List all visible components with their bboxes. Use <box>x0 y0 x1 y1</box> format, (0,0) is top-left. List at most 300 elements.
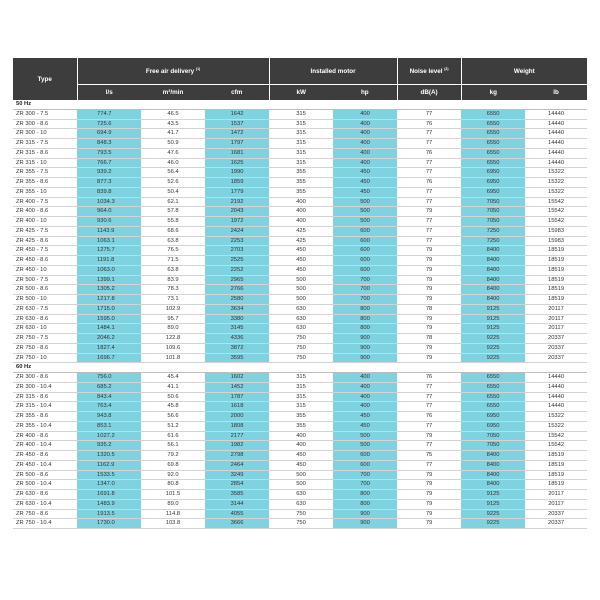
table-cell: 6550 <box>461 139 525 149</box>
table-cell: 18519 <box>525 451 587 461</box>
table-cell: 9125 <box>461 490 525 500</box>
table-row <box>13 217 587 227</box>
model-type-cell: ZR 500 - 10 <box>13 295 77 305</box>
table-cell: 450 <box>333 412 397 422</box>
table-cell: 56.4 <box>141 168 205 178</box>
table-cell: 400 <box>333 402 397 412</box>
table-row <box>13 139 587 149</box>
table-row <box>13 295 587 305</box>
table-cell: 6550 <box>461 148 525 158</box>
table-header <box>13 58 587 100</box>
table-cell: 2424 <box>205 226 269 236</box>
model-type-cell: ZR 750 - 10 <box>13 353 77 363</box>
table-cell: 1982 <box>205 441 269 451</box>
table-cell: 500 <box>269 480 333 490</box>
table-cell: 89.0 <box>141 324 205 334</box>
table-cell: 79 <box>397 324 461 334</box>
table-cell: 1472 <box>205 129 269 139</box>
model-type-cell: ZR 315 - 7.5 <box>13 139 77 149</box>
table-cell: 1913.5 <box>77 509 141 519</box>
model-type-cell: ZR 500 - 7.5 <box>13 275 77 285</box>
table-cell: 18519 <box>525 460 587 470</box>
table-row <box>13 402 587 412</box>
model-type-cell: ZR 630 - 7.5 <box>13 304 77 314</box>
model-type-cell: ZR 750 - 10.4 <box>13 519 77 529</box>
table-cell: 500 <box>333 197 397 207</box>
table-row <box>13 392 587 402</box>
table-cell: 1483.9 <box>77 499 141 509</box>
table-cell: 8400 <box>461 285 525 295</box>
table-cell: 400 <box>333 392 397 402</box>
table-cell: 109.6 <box>141 343 205 353</box>
model-type-cell: ZR 400 - 8.6 <box>13 431 77 441</box>
table-cell: 1320.5 <box>77 451 141 461</box>
header-weight: Weight <box>461 58 587 85</box>
table-cell: 56.6 <box>141 412 205 422</box>
table-cell: 2525 <box>205 256 269 266</box>
table-cell: 15542 <box>525 197 587 207</box>
model-type-cell: ZR 500 - 10.4 <box>13 480 77 490</box>
subheader-kw: kW <box>269 85 333 101</box>
table-row <box>13 256 587 266</box>
table-cell: 77 <box>397 168 461 178</box>
table-cell: 15322 <box>525 168 587 178</box>
table-cell: 8400 <box>461 480 525 490</box>
table-cell: 79 <box>397 275 461 285</box>
table-cell: 930.6 <box>77 217 141 227</box>
table-cell: 77 <box>397 421 461 431</box>
spec-table-container <box>13 58 587 529</box>
table-cell: 77 <box>397 382 461 392</box>
table-cell: 78 <box>397 334 461 344</box>
table-cell: 80.8 <box>141 480 205 490</box>
table-cell: 15983 <box>525 236 587 246</box>
model-type-cell: ZR 750 - 7.5 <box>13 334 77 344</box>
table-cell: 79 <box>397 431 461 441</box>
table-cell: 700 <box>333 275 397 285</box>
table-cell: 79 <box>397 509 461 519</box>
model-type-cell: ZR 425 - 7.5 <box>13 226 77 236</box>
table-cell: 900 <box>333 334 397 344</box>
table-cell: 15983 <box>525 226 587 236</box>
table-cell: 700 <box>333 480 397 490</box>
table-cell: 4055 <box>205 509 269 519</box>
table-cell: 76.5 <box>141 246 205 256</box>
table-cell: 630 <box>269 499 333 509</box>
table-cell: 500 <box>333 217 397 227</box>
table-cell: 14440 <box>525 139 587 149</box>
table-cell: 400 <box>333 139 397 149</box>
table-cell: 6950 <box>461 412 525 422</box>
table-cell: 600 <box>333 236 397 246</box>
table-row <box>13 412 587 422</box>
table-cell: 15542 <box>525 217 587 227</box>
table-cell: 6550 <box>461 129 525 139</box>
table-cell: 76 <box>397 373 461 383</box>
table-cell: 1681 <box>205 148 269 158</box>
table-cell: 83.9 <box>141 275 205 285</box>
table-cell: 1484.1 <box>77 324 141 334</box>
table-cell: 71.5 <box>141 256 205 266</box>
table-cell: 20337 <box>525 353 587 363</box>
model-type-cell: ZR 750 - 8.6 <box>13 343 77 353</box>
table-cell: 14440 <box>525 373 587 383</box>
table-cell: 75 <box>397 451 461 461</box>
table-cell: 79 <box>397 256 461 266</box>
table-cell: 1827.4 <box>77 343 141 353</box>
table-cell: 315 <box>269 139 333 149</box>
table-cell: 900 <box>333 509 397 519</box>
table-cell: 500 <box>333 207 397 217</box>
table-cell: 9225 <box>461 353 525 363</box>
model-type-cell: ZR 400 - 8.6 <box>13 207 77 217</box>
table-cell: 103.8 <box>141 519 205 529</box>
table-cell: 2192 <box>205 197 269 207</box>
table-cell: 750 <box>269 519 333 529</box>
table-cell: 750 <box>269 343 333 353</box>
table-cell: 3585 <box>205 490 269 500</box>
table-cell: 900 <box>333 343 397 353</box>
table-cell: 62.1 <box>141 197 205 207</box>
table-cell: 41.1 <box>141 382 205 392</box>
table-cell: 18519 <box>525 246 587 256</box>
table-cell: 750 <box>269 353 333 363</box>
table-cell: 52.6 <box>141 178 205 188</box>
table-row <box>13 109 587 119</box>
table-cell: 79 <box>397 470 461 480</box>
table-cell: 14440 <box>525 129 587 139</box>
table-cell: 18519 <box>525 275 587 285</box>
table-cell: 1143.9 <box>77 226 141 236</box>
table-cell: 8400 <box>461 451 525 461</box>
table-cell: 114.8 <box>141 509 205 519</box>
table-cell: 76 <box>397 119 461 129</box>
table-cell: 600 <box>333 246 397 256</box>
table-cell: 843.4 <box>77 392 141 402</box>
table-cell: 9125 <box>461 499 525 509</box>
table-cell: 400 <box>333 148 397 158</box>
table-cell: 50.9 <box>141 139 205 149</box>
table-cell: 8400 <box>461 265 525 275</box>
table-cell: 630 <box>269 490 333 500</box>
model-type-cell: ZR 425 - 8.6 <box>13 236 77 246</box>
table-cell: 77 <box>397 139 461 149</box>
table-cell: 14440 <box>525 382 587 392</box>
table-cell: 1691.8 <box>77 490 141 500</box>
table-cell: 77 <box>397 226 461 236</box>
table-row <box>13 470 587 480</box>
table-row <box>13 265 587 275</box>
table-row <box>13 275 587 285</box>
section-header-row <box>13 363 587 373</box>
table-cell: 92.0 <box>141 470 205 480</box>
model-type-cell: ZR 355 - 10 <box>13 187 77 197</box>
model-type-cell: ZR 300 - 10 <box>13 129 77 139</box>
table-row <box>13 236 587 246</box>
section-label: 60 Hz <box>13 363 587 373</box>
table-cell: 77 <box>397 460 461 470</box>
table-cell: 79 <box>397 295 461 305</box>
table-cell: 78 <box>397 304 461 314</box>
table-cell: 6550 <box>461 119 525 129</box>
table-cell: 9125 <box>461 304 525 314</box>
table-cell: 400 <box>333 373 397 383</box>
table-cell: 76 <box>397 148 461 158</box>
model-type-cell: ZR 630 - 10.4 <box>13 499 77 509</box>
table-cell: 18519 <box>525 470 587 480</box>
table-cell: 79 <box>397 353 461 363</box>
table-cell: 57.8 <box>141 207 205 217</box>
header-installed-motor: Installed motor <box>269 58 397 85</box>
table-cell: 15322 <box>525 178 587 188</box>
table-cell: 1452 <box>205 382 269 392</box>
table-row <box>13 197 587 207</box>
table-cell: 450 <box>333 187 397 197</box>
table-cell: 400 <box>269 431 333 441</box>
table-cell: 45.8 <box>141 402 205 412</box>
table-row <box>13 158 587 168</box>
table-cell: 1537 <box>205 119 269 129</box>
table-cell: 315 <box>269 402 333 412</box>
table-cell: 6950 <box>461 421 525 431</box>
table-cell: 600 <box>333 460 397 470</box>
table-cell: 500 <box>333 431 397 441</box>
model-type-cell: ZR 355 - 8.6 <box>13 178 77 188</box>
table-cell: 6950 <box>461 168 525 178</box>
table-cell: 425 <box>269 236 333 246</box>
table-cell: 315 <box>269 119 333 129</box>
table-cell: 7050 <box>461 217 525 227</box>
table-cell: 1808 <box>205 421 269 431</box>
table-cell: 56.1 <box>141 441 205 451</box>
table-cell: 6550 <box>461 158 525 168</box>
table-cell: 1275.7 <box>77 246 141 256</box>
table-cell: 77 <box>397 187 461 197</box>
table-cell: 3634 <box>205 304 269 314</box>
table-cell: 600 <box>333 451 397 461</box>
table-cell: 3872 <box>205 343 269 353</box>
table-cell: 18519 <box>525 265 587 275</box>
table-cell: 763.4 <box>77 402 141 412</box>
table-cell: 76 <box>397 178 461 188</box>
table-cell: 2043 <box>205 207 269 217</box>
table-cell: 630 <box>269 324 333 334</box>
model-type-cell: ZR 400 - 10.4 <box>13 441 77 451</box>
table-row <box>13 421 587 431</box>
table-cell: 73.1 <box>141 295 205 305</box>
model-type-cell: ZR 300 - 8.6 <box>13 119 77 129</box>
table-cell: 853.1 <box>77 421 141 431</box>
table-cell: 9225 <box>461 334 525 344</box>
table-cell: 900 <box>333 519 397 529</box>
header-free-air-delivery: Free air delivery $^{(1)}$ <box>77 58 269 85</box>
table-cell: 725.6 <box>77 119 141 129</box>
model-type-cell: ZR 315 - 8.6 <box>13 392 77 402</box>
table-cell: 2253 <box>205 236 269 246</box>
table-cell: 793.5 <box>77 148 141 158</box>
model-type-cell: ZR 300 - 7.5 <box>13 109 77 119</box>
table-cell: 1034.3 <box>77 197 141 207</box>
table-cell: 1533.5 <box>77 470 141 480</box>
table-cell: 315 <box>269 392 333 402</box>
table-cell: 1063.0 <box>77 265 141 275</box>
table-cell: 14440 <box>525 148 587 158</box>
table-cell: 79 <box>397 246 461 256</box>
table-cell: 450 <box>269 460 333 470</box>
table-cell: 450 <box>269 246 333 256</box>
table-cell: 2046.2 <box>77 334 141 344</box>
table-cell: 6550 <box>461 392 525 402</box>
table-cell: 1715.0 <box>77 304 141 314</box>
table-cell: 315 <box>269 158 333 168</box>
table-cell: 9225 <box>461 519 525 529</box>
table-cell: 1972 <box>205 217 269 227</box>
table-cell: 9125 <box>461 324 525 334</box>
table-cell: 355 <box>269 168 333 178</box>
table-row <box>13 509 587 519</box>
table-cell: 1602 <box>205 373 269 383</box>
table-body <box>13 100 587 529</box>
table-cell: 7250 <box>461 226 525 236</box>
table-row <box>13 490 587 500</box>
table-cell: 400 <box>333 129 397 139</box>
table-cell: 20117 <box>525 304 587 314</box>
table-cell: 77 <box>397 158 461 168</box>
table-row <box>13 382 587 392</box>
table-cell: 77 <box>397 392 461 402</box>
table-cell: 600 <box>333 265 397 275</box>
table-cell: 95.7 <box>141 314 205 324</box>
table-cell: 77 <box>397 402 461 412</box>
table-cell: 935.2 <box>77 441 141 451</box>
table-cell: 76 <box>397 412 461 422</box>
table-cell: 355 <box>269 178 333 188</box>
table-cell: 756.0 <box>77 373 141 383</box>
model-type-cell: ZR 450 - 10 <box>13 265 77 275</box>
table-cell: 9225 <box>461 509 525 519</box>
table-cell: 79 <box>397 314 461 324</box>
specifications-table <box>13 58 587 529</box>
table-cell: 1990 <box>205 168 269 178</box>
table-cell: 450 <box>333 168 397 178</box>
table-cell: 6550 <box>461 109 525 119</box>
table-cell: 400 <box>333 119 397 129</box>
model-type-cell: ZR 630 - 8.6 <box>13 314 77 324</box>
table-cell: 20337 <box>525 509 587 519</box>
table-cell: 400 <box>269 197 333 207</box>
table-cell: 18519 <box>525 256 587 266</box>
table-cell: 45.4 <box>141 373 205 383</box>
table-cell: 3145 <box>205 324 269 334</box>
table-row <box>13 314 587 324</box>
subheader-hp: hp <box>333 85 397 101</box>
table-cell: 20117 <box>525 490 587 500</box>
table-cell: 18519 <box>525 285 587 295</box>
table-cell: 500 <box>269 275 333 285</box>
model-type-cell: ZR 355 - 7.5 <box>13 168 77 178</box>
table-cell: 800 <box>333 304 397 314</box>
table-cell: 15542 <box>525 441 587 451</box>
table-cell: 89.0 <box>141 499 205 509</box>
table-cell: 2703 <box>205 246 269 256</box>
table-cell: 848.3 <box>77 139 141 149</box>
table-cell: 1027.2 <box>77 431 141 441</box>
table-cell: 1162.9 <box>77 460 141 470</box>
table-row <box>13 334 587 344</box>
table-cell: 500 <box>269 295 333 305</box>
model-type-cell: ZR 315 - 10 <box>13 158 77 168</box>
table-cell: 450 <box>269 256 333 266</box>
table-cell: 78.3 <box>141 285 205 295</box>
table-cell: 8400 <box>461 470 525 480</box>
table-row <box>13 343 587 353</box>
table-cell: 79 <box>397 285 461 295</box>
table-cell: 700 <box>333 285 397 295</box>
table-cell: 839.8 <box>77 187 141 197</box>
table-cell: 3666 <box>205 519 269 529</box>
table-row <box>13 168 587 178</box>
table-row <box>13 119 587 129</box>
table-cell: 3144 <box>205 499 269 509</box>
table-row <box>13 451 587 461</box>
table-cell: 2464 <box>205 460 269 470</box>
table-cell: 63.8 <box>141 236 205 246</box>
table-cell: 6550 <box>461 382 525 392</box>
table-cell: 315 <box>269 129 333 139</box>
table-cell: 79 <box>397 343 461 353</box>
table-cell: 15322 <box>525 412 587 422</box>
model-type-cell: ZR 450 - 8.6 <box>13 256 77 266</box>
table-cell: 14440 <box>525 158 587 168</box>
table-cell: 2854 <box>205 480 269 490</box>
table-cell: 1191.8 <box>77 256 141 266</box>
table-cell: 77 <box>397 441 461 451</box>
model-type-cell: ZR 355 - 10.4 <box>13 421 77 431</box>
model-type-cell: ZR 400 - 7.5 <box>13 197 77 207</box>
table-cell: 7050 <box>461 441 525 451</box>
table-row <box>13 207 587 217</box>
table-cell: 2580 <box>205 295 269 305</box>
table-cell: 2798 <box>205 451 269 461</box>
subheader-m3min: m³/min <box>141 85 205 101</box>
table-cell: 69.8 <box>141 460 205 470</box>
table-cell: 6550 <box>461 373 525 383</box>
table-cell: 63.8 <box>141 265 205 275</box>
table-cell: 315 <box>269 382 333 392</box>
table-cell: 77 <box>397 236 461 246</box>
table-row <box>13 129 587 139</box>
table-cell: 685.2 <box>77 382 141 392</box>
table-cell: 101.5 <box>141 490 205 500</box>
table-cell: 2766 <box>205 285 269 295</box>
table-row <box>13 246 587 256</box>
table-cell: 450 <box>333 178 397 188</box>
section-header-row <box>13 100 587 109</box>
table-row <box>13 285 587 295</box>
table-cell: 79.2 <box>141 451 205 461</box>
subheader-lb: lb <box>525 85 587 101</box>
table-cell: 1217.8 <box>77 295 141 305</box>
table-cell: 800 <box>333 499 397 509</box>
table-row <box>13 187 587 197</box>
table-cell: 8400 <box>461 460 525 470</box>
table-cell: 43.5 <box>141 119 205 129</box>
table-cell: 630 <box>269 304 333 314</box>
table-cell: 79 <box>397 480 461 490</box>
table-cell: 1797 <box>205 139 269 149</box>
table-cell: 55.8 <box>141 217 205 227</box>
table-cell: 7050 <box>461 431 525 441</box>
